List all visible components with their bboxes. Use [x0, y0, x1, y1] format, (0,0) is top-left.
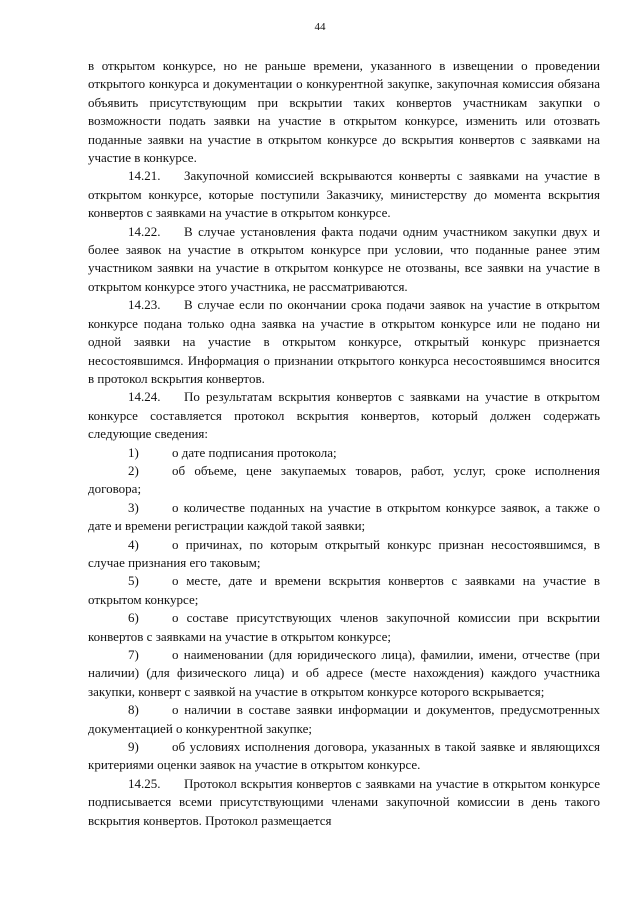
page-number: 44: [314, 21, 326, 33]
list-item-8: [88, 701, 600, 738]
paragraph-text: В случае установления факта подачи одним участником закупки двух и более заявок на участие в открытом конкурсе при условии, что поданные ранее этим участником заявки на участие в открытом конкурсе не отозваны, все заявки на участие в открытом конкурсе этого участника, не рассматриваются.: [88, 223, 600, 294]
list-item-text: о составе присутствующих членов закупочной комиссии при вскрытии конвертов с заявками на участие в открытом конкурсе;: [88, 610, 600, 644]
list-item-text: об условиях исполнения договора, указанных в такой заявке и являющихся критериями оценки заявок на участие в открытом конкурсе.: [88, 739, 600, 773]
list-number: 7): [128, 647, 139, 662]
clause-number: 14.25.: [128, 775, 161, 791]
list-item-1: [88, 444, 600, 462]
list-item-3: [88, 499, 600, 536]
paragraph-14-24: [88, 388, 600, 443]
paragraph-14-21: [88, 167, 600, 222]
list-number: 3): [128, 499, 139, 515]
list-item-text: о наличии в составе заявки информации и документов, предусмотренных документацией о конкурентной закупке;: [88, 702, 600, 736]
list-number: 6): [128, 610, 139, 626]
list-item-4: [88, 536, 600, 573]
list-item-text: о наименовании (для юридического лица), фамилии, имени, отчестве (при наличии) (для физического лица) и об адресе (месте нахождения) каждого участника закупки, конверт с заявкой на участие в открытом конкурсе которого вскрывается;: [88, 647, 600, 699]
clause-number: 14.22.: [128, 223, 161, 239]
paragraph-14-23: [88, 296, 600, 388]
list-item-2: [88, 462, 600, 499]
clause-number: 14.21.: [128, 168, 161, 184]
paragraph-text: По результатам вскрытия конвертов с заявками на участие в открытом конкурсе составляется протокол вскрытия конвертов, который должен содержать следующие сведения:: [88, 389, 600, 442]
list-item-text: о дате подписания протокола;: [172, 444, 337, 460]
paragraph-text: В случае если по окончании срока подачи заявок на участие в открытом конкурсе подана только одна заявка на участие в открытом конкурсе или не подано ни одной заявки на участие в открытом конкурсе, открытый конкурс признается несостоявшимся. Информация о признании открытого конкурса несостоявшимся вносится в протокол вскрытия конвертов.: [88, 297, 600, 386]
list-item-text: о количестве поданных на участие в открытом конкурсе заявок, а также о дате и времени регистрации каждой такой заявки;: [88, 499, 600, 534]
paragraph-text: Протокол вскрытия конвертов с заявками на участие в открытом конкурсе подписывается всеми присутствующими членами закупочной комиссии в день такого вскрытия конвертов. Протокол размещается: [88, 775, 600, 828]
list-number: 2): [128, 462, 139, 478]
list-number: 4): [128, 536, 139, 552]
list-item-5: [88, 572, 600, 609]
list-number: 1): [128, 444, 139, 460]
clause-number: 14.24.: [128, 389, 161, 405]
paragraph-14-25: [88, 775, 600, 830]
clause-number: 14.23.: [128, 297, 161, 313]
paragraph-text: Закупочной комиссией вскрываются конверты с заявками на участие в открытом конкурсе, которые поступили Заказчику, министерству до момента вскрытия конвертов с заявками на участие в открытом конкурсе.: [88, 168, 600, 221]
list-item-9: [88, 738, 600, 775]
paragraph-text: в открытом конкурсе, но не раньше времени, указанного в извещении о проведении открытого конкурса и документации о конкурентной закупке, закупочная комиссия обязана объявить присутствующим при вскрытии таких конвертов участникам закупки о возможности подать заявки на участие в открытом конкурсе, изменить или отозвать поданные заявки на участие в открытом конкурсе до вскрытия конвертов с заявками на участие в конкурсе.: [88, 58, 600, 166]
list-number: 8): [128, 702, 139, 718]
paragraph-continuation: [88, 57, 600, 167]
document-body: [88, 57, 600, 830]
list-item-text: о месте, дате и времени вскрытия конвертов с заявками на участие в открытом конкурсе;: [88, 573, 600, 607]
list-item-6: [88, 609, 600, 646]
list-number: 5): [128, 573, 139, 589]
list-item-text: о причинах, по которым открытый конкурс признан несостоявшимся, в случае признания его таковым;: [88, 536, 600, 570]
list-item-text: об объеме, цене закупаемых товаров, работ, услуг, сроке исполнения договора;: [88, 462, 600, 497]
list-number: 9): [128, 739, 139, 755]
paragraph-14-22: [88, 223, 600, 297]
list-item-7: [88, 646, 600, 701]
